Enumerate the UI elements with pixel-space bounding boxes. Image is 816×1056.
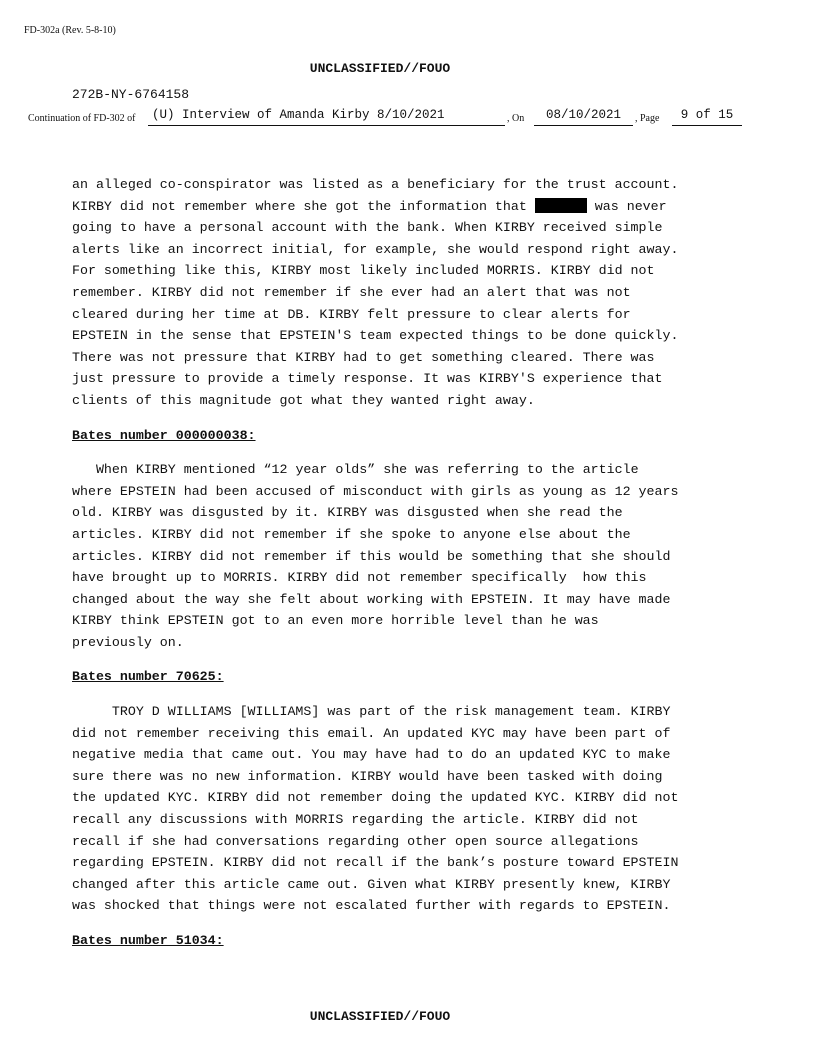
- page-label: , Page: [635, 113, 660, 124]
- form-id: FD-302a (Rev. 5-8-10): [24, 25, 116, 36]
- continuation-title-field: (U) Interview of Amanda Kirby 8/10/2021: [148, 108, 505, 126]
- paragraph-1-part-a: an alleged co-conspirator was listed as a beneficiary for the trust account. KIRBY did not remember where she got the information that: [72, 177, 679, 214]
- section-heading-bates-70625: Bates number 70625:: [72, 669, 224, 685]
- classification-banner-bottom: UNCLASSIFIED//FOUO: [309, 1009, 451, 1024]
- interview-date-field: 08/10/2021: [534, 108, 633, 126]
- section-heading-bates-51034: Bates number 51034:: [72, 933, 224, 948]
- document-body: [72, 174, 752, 965]
- redaction-block: [535, 198, 587, 213]
- continuation-label: Continuation of FD-302 of: [28, 113, 136, 124]
- paragraph-1-part-b: was never going to have a personal account with the bank. When KIRBY received simple alerts like an incorrect initial, for example, she would respond right away. For something like this, KIRBY most likely included MORRIS. KIRBY did not remember. KIRBY did not remember if she ever had an alert that was not cleared during her time at DB. KIRBY felt pressure to clear alerts for EPSTEIN in the sense that EPSTEIN'S team expected things to be done quickly. There was not pressure that KIRBY had to get something cleared. There was just pressure to provide a timely response. It was KIRBY'S experience that clients of this magnitude got what they wanted right away.: [72, 198, 679, 408]
- section-heading-bates-000000038: Bates number 000000038:: [72, 427, 256, 443]
- paragraph-1: [72, 174, 752, 412]
- file-number: 272B-NY-6764158: [72, 87, 190, 102]
- paragraph-2: When KIRBY mentioned “12 year olds” she was referring to the article where EPSTEIN had been accused of misconduct with girls as young as 12 years old. KIRBY was disgusted by it. KIRBY was disgusted when she read the articles. KIRBY did not remember if she spoke to anyone else about the articles. KIRBY did not remember if this would be something that she should have brought up to MORRIS. KIRBY did not remember specifically how this changed about the way she felt about working with EPSTEIN. It may have made KIRBY think EPSTEIN got to an even more horrible level than he was previously on.: [72, 462, 679, 650]
- on-label: , On: [507, 113, 525, 124]
- classification-banner-top: UNCLASSIFIED//FOUO: [309, 61, 451, 76]
- continuation-row: [28, 108, 748, 128]
- paragraph-3: TROY D WILLIAMS [WILLIAMS] was part of the risk management team. KIRBY did not remember receiving this email. An updated KYC may have been part of negative media that came out. You may have had to do an updated KYC to make sure there was no new information. KIRBY would have been tasked with doing the updated KYC. KIRBY did not remember doing the updated KYC. KIRBY did not recall any discussions with MORRIS regarding the article. KIRBY did not recall if she had conversations regarding other open source allegations regarding EPSTEIN. KIRBY did not recall if the bank’s posture toward EPSTEIN changed after this article came out. Given what KIRBY presently knew, KIRBY was shocked that things were not escalated further with regards to EPSTEIN.: [72, 704, 679, 914]
- page-number-field: 9 of 15: [672, 108, 742, 126]
